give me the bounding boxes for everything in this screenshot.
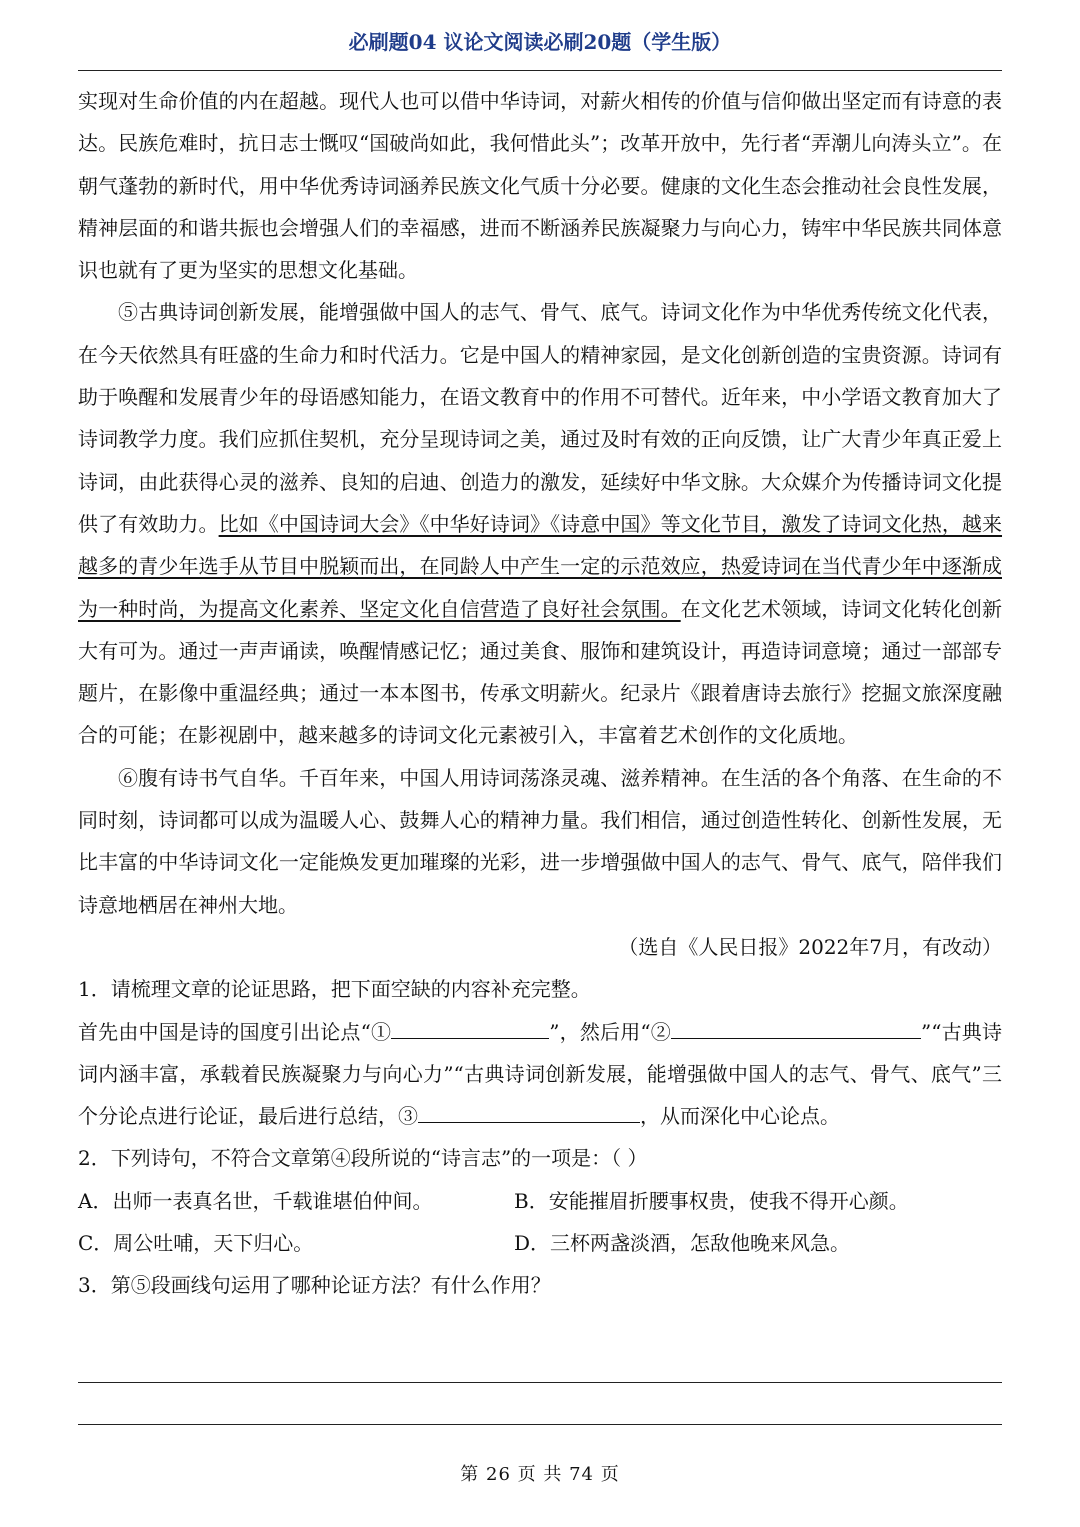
paragraph-5-intro: ⑤古典诗词创新发展，能增强做中国人的志气、骨气、底气。诗词文化作为中华优秀传统文化代表，在今天依然具有旺盛的生命力和时代活力。它是中国人的精神家园，是文化创新创造的宝贵资源。诗词有助于唤醒和发展青少年的母语感知能力，在语文教育中的作用不可替代。近年来，中小学语文教育加大了诗词教学力度。我们应抓住契机，充分呈现诗词之美，通过及时有效的正向反馈，让广大青少年真正爱上诗词，由此获得心灵的滋养、良知的启迪、创造力的激发，延续好中华文脉。大众媒介为传播诗词文化提供了有效助力。: [78, 300, 1002, 536]
q1-text-part4: ，从而深化中心论点。: [640, 1104, 840, 1129]
q1-text-part2: ”，然后用“②: [549, 1019, 671, 1044]
page-header-title: 必刷题04 议论文阅读必刷20题（学生版）: [348, 30, 732, 54]
option-a[interactable]: A．出师一表真名世，千载谁堪伯仲间。: [78, 1188, 433, 1213]
question-2-options-row-2: [78, 1222, 1002, 1264]
question-1-title: 1．请梳理文章的论证思路，把下面空缺的内容补充完整。: [78, 977, 591, 1002]
answer-blank-2[interactable]: [671, 1017, 921, 1039]
q1-text-part3: ”“古典诗词内涵丰富，承载着民族凝聚力与向心力”“古典诗词创新发展，能增强做中国人的志气、骨气、底气”三个分论点进行论证，最后进行总结，③: [78, 1019, 1002, 1129]
option-b[interactable]: B．安能摧眉折腰事权贵，使我不得开心颜。: [514, 1188, 909, 1213]
article-body: [78, 80, 1002, 1307]
page-number: 第 26 页 共 74 页: [460, 1464, 620, 1485]
question-2-title: 2．下列诗句，不符合文章第④段所说的“诗言志”的一项是：（ ）: [78, 1146, 648, 1171]
question-3-title: 3．第⑤段画线句运用了哪种论证方法？有什么作用？: [78, 1273, 551, 1298]
q1-text-part1: 首先由中国是诗的国度引出论点“①: [78, 1019, 392, 1044]
question-2-options-row-1: [78, 1180, 1002, 1222]
answer-line-1[interactable]: [78, 1382, 1002, 1383]
option-c[interactable]: C．周公吐哺，天下归心。: [78, 1231, 314, 1256]
paragraph-5-ending: 在文化艺术领域，诗词文化转化创新大有可为。通过一声声诵读，唤醒情感记忆；通过美食、服饰和建筑设计，再造诗词意境；通过一部部专题片，在影像中重温经典；通过一本本图书，传承文明薪火。纪录片《跟着唐诗去旅行》挖掘文旅深度融合的可能；在影视剧中，越来越多的诗词文化元素被引入，丰富着艺术创作的文化质地。: [78, 596, 1003, 748]
article-source: （选自《人民日报》2022年7月，有改动）: [618, 934, 1002, 959]
question-1-body: [78, 1011, 1002, 1138]
answer-blank-3[interactable]: [418, 1101, 640, 1123]
paragraph-continued: 实现对生命价值的内在超越。现代人也可以借中华诗词，对薪火相传的价值与信仰做出坚定而有诗意的表达。民族危难时，抗日志士慨叹“国破尚如此，我何惜此头”；改革开放中，先行者“弄潮儿向涛头立”。在朝气蓬勃的新时代，用中华优秀诗词涵养民族文化气质十分必要。健康的文化生态会推动社会良性发展，精神层面的和谐共振也会增强人们的幸福感，进而不断涵养民族凝聚力与向心力，铸牢中华民族共同体意识也就有了更为坚实的思想文化基础。: [78, 89, 1002, 283]
header-divider: [78, 70, 1002, 71]
paragraph-5: [78, 291, 1002, 756]
underlined-sentence: 比如《中国诗词大会》《中华好诗词》《诗意中国》等文化节目，激发了诗词文化热，越来越多的青少年选手从节目中脱颖而出，在同龄人中产生一定的示范效应，热爱诗词在当代青少年中逐渐成为一种时尚，为提高文化素养、坚定文化自信营造了良好社会氛围。: [78, 511, 1003, 621]
option-d[interactable]: D．三杯两盏淡酒，怎敌他晚来风急。: [514, 1231, 851, 1256]
answer-line-2[interactable]: [78, 1424, 1002, 1425]
paragraph-6: ⑥腹有诗书气自华。千百年来，中国人用诗词荡涤灵魂、滋养精神。在生活的各个角落、在生命的不同时刻，诗词都可以成为温暖人心、鼓舞人心的精神力量。我们相信，通过创造性转化、创新性发展，无比丰富的中华诗词文化一定能焕发更加璀璨的光彩，进一步增强做中国人的志气、骨气、底气，陪伴我们诗意地栖居在神州大地。: [78, 765, 1002, 917]
answer-blank-1[interactable]: [391, 1017, 549, 1039]
